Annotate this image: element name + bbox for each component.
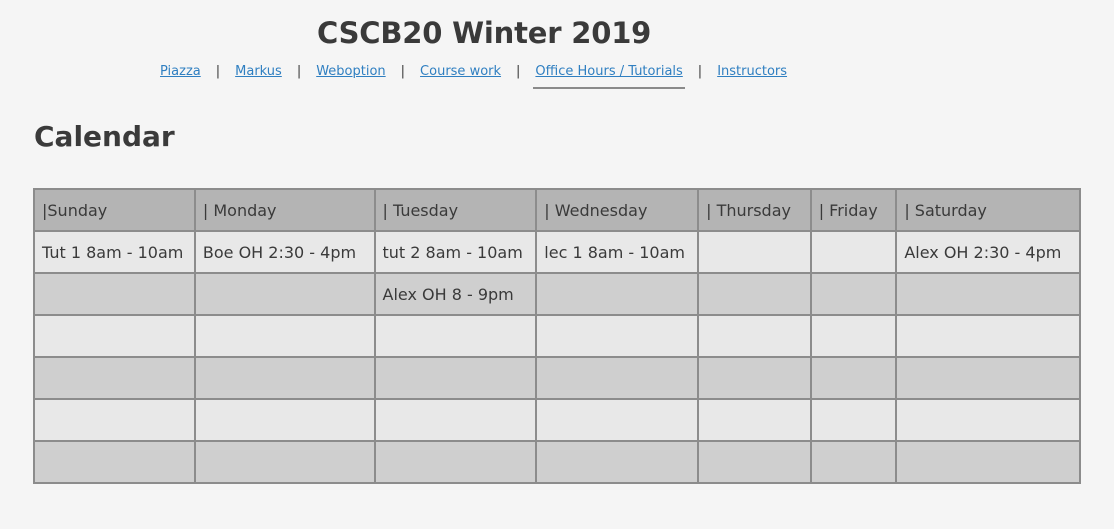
nav-link-instructors[interactable]: Instructors	[717, 64, 788, 79]
nav-link-office-hours-tutorials[interactable]: Office Hours / Tutorials	[533, 64, 684, 89]
calendar-cell	[375, 399, 537, 441]
calendar-cell	[536, 399, 698, 441]
calendar-cell: Alex OH 8 - 9pm	[375, 273, 537, 315]
calendar-cell	[811, 357, 897, 399]
calendar-cell	[34, 399, 195, 441]
calendar-header-row	[34, 189, 1080, 231]
calendar-cell	[195, 399, 375, 441]
calendar-cell	[536, 441, 698, 483]
calendar-cell: Tut 1 8am - 10am	[34, 231, 195, 273]
calendar-cell	[375, 441, 537, 483]
site-title: CSCB20 Winter 2019	[317, 16, 652, 50]
nav-separator: |	[400, 64, 406, 79]
calendar-cell	[195, 357, 375, 399]
calendar-cell	[34, 315, 195, 357]
calendar-row	[34, 357, 1080, 399]
calendar-cell	[698, 315, 811, 357]
nav-link-markus[interactable]: Markus	[235, 64, 282, 79]
calendar-cell	[811, 399, 897, 441]
calendar-cell	[896, 273, 1080, 315]
calendar-cell	[698, 441, 811, 483]
header-sunday: |Sunday	[34, 189, 195, 231]
calendar-cell	[536, 357, 698, 399]
nav-separator: |	[697, 64, 703, 79]
calendar-cell	[698, 273, 811, 315]
calendar-cell: lec 1 8am - 10am	[536, 231, 698, 273]
calendar-cell	[536, 315, 698, 357]
top-nav	[158, 64, 789, 94]
header-monday: | Monday	[195, 189, 375, 231]
calendar-cell	[195, 273, 375, 315]
calendar-row	[34, 231, 1080, 273]
nav-link-course-work[interactable]: Course work	[420, 64, 502, 79]
calendar-cell	[34, 441, 195, 483]
calendar-row	[34, 315, 1080, 357]
calendar-cell	[195, 441, 375, 483]
calendar-cell	[536, 273, 698, 315]
nav-separator: |	[296, 64, 302, 79]
calendar-cell	[698, 399, 811, 441]
header-saturday: | Saturday	[896, 189, 1080, 231]
calendar-cell	[896, 399, 1080, 441]
header-tuesday: | Tuesday	[375, 189, 537, 231]
header-thursday: | Thursday	[698, 189, 811, 231]
nav-separator: |	[215, 64, 221, 79]
header-wednesday: | Wednesday	[536, 189, 698, 231]
calendar-cell	[34, 273, 195, 315]
calendar-cell	[896, 357, 1080, 399]
header-friday: | Friday	[811, 189, 897, 231]
calendar-row	[34, 273, 1080, 315]
nav-link-piazza[interactable]: Piazza	[160, 64, 201, 79]
calendar-row	[34, 399, 1080, 441]
calendar-cell	[195, 315, 375, 357]
calendar-cell: tut 2 8am - 10am	[375, 231, 537, 273]
calendar-cell	[811, 231, 897, 273]
page-heading: Calendar	[34, 120, 175, 153]
nav-link-weboption[interactable]: Weboption	[316, 64, 386, 79]
calendar-cell	[34, 357, 195, 399]
calendar-cell	[375, 357, 537, 399]
calendar-table	[33, 188, 1081, 484]
calendar-cell	[896, 441, 1080, 483]
calendar-cell	[375, 315, 537, 357]
calendar-row	[34, 441, 1080, 483]
calendar-cell	[811, 315, 897, 357]
calendar-cell: Alex OH 2:30 - 4pm	[896, 231, 1080, 273]
calendar-cell	[811, 441, 897, 483]
calendar-cell	[811, 273, 897, 315]
calendar-cell: Boe OH 2:30 - 4pm	[195, 231, 375, 273]
nav-separator: |	[516, 64, 521, 79]
calendar-cell	[698, 357, 811, 399]
calendar-cell	[698, 231, 811, 273]
calendar-cell	[896, 315, 1080, 357]
